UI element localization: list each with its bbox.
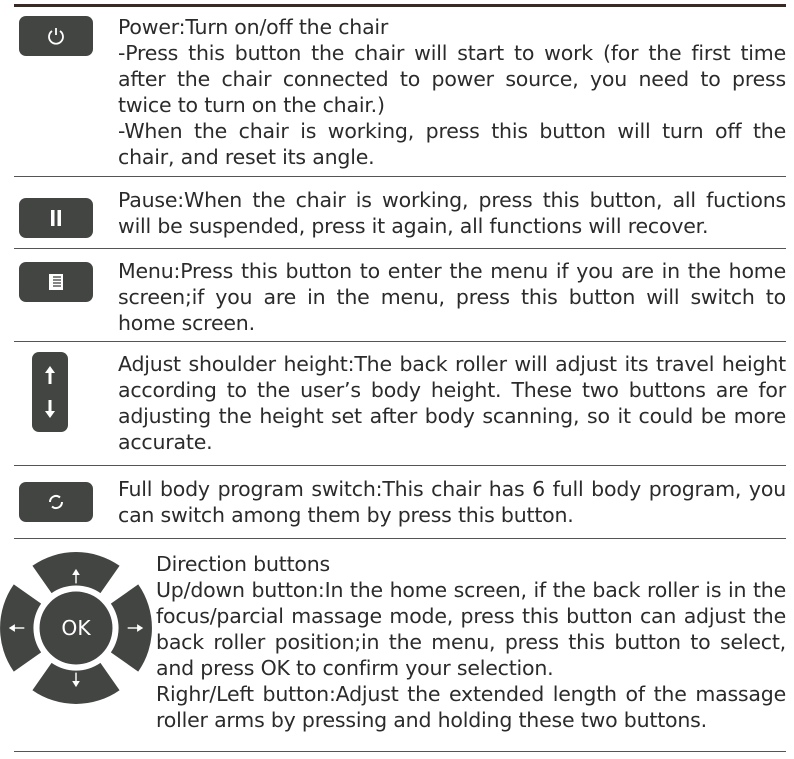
pause-button[interactable] bbox=[19, 198, 93, 238]
menu-button[interactable] bbox=[19, 262, 93, 302]
row-text: Full body program switch:This chair has 6 full body program, you can switch among them by press this button. bbox=[118, 477, 786, 527]
row-pause bbox=[14, 177, 786, 249]
power-icon bbox=[46, 26, 66, 46]
program-switch-button[interactable] bbox=[19, 482, 93, 522]
power-button[interactable] bbox=[19, 16, 93, 56]
row-full-body-program bbox=[14, 466, 786, 539]
row-text: -When the chair is working, press this button will turn off the chair, and reset its angle. bbox=[118, 119, 786, 169]
row-text: Up/down button:In the home screen, if the back roller is in the focus/parcial massage mode, press this button can adjust the back roller position;in the menu, press this button to select, and press OK to confirm your selection. bbox=[156, 578, 786, 680]
row-text: Pause:When the chair is working, press this button, all fuctions will be suspended, press it again, all functions will recover. bbox=[118, 188, 786, 238]
arrow-up-icon[interactable] bbox=[44, 365, 56, 385]
row-text: Menu:Press this button to enter the menu if you are in the home screen;if you are in the menu, press this button will switch to home screen. bbox=[118, 259, 786, 335]
direction-pad-icon bbox=[0, 552, 152, 704]
row-title: Direction buttons bbox=[156, 552, 331, 576]
row-text: -Press this button the chair will start to work (for the first time after the chair connected to power source, you need to press twice to turn on the chair.) bbox=[118, 41, 786, 117]
row-title: Power:Turn on/off the chair bbox=[118, 15, 389, 39]
row-text: Adjust shoulder height:The back roller will adjust its travel height according to the user’s body height. These two buttons are for adjusting the height set after body scanning, so it could be more accurate. bbox=[118, 352, 786, 454]
ok-label: OK bbox=[61, 616, 91, 641]
top-rule bbox=[14, 4, 786, 7]
pause-icon bbox=[49, 209, 63, 227]
arrow-down-icon[interactable] bbox=[44, 399, 56, 419]
row-text: Righr/Left button:Adjust the extended length of the massage roller arms by pressing and holding these two buttons. bbox=[156, 682, 786, 732]
shoulder-height-buttons[interactable] bbox=[32, 352, 68, 432]
row-shoulder-height bbox=[14, 342, 786, 466]
cycle-icon bbox=[47, 493, 65, 511]
row-power bbox=[14, 8, 786, 177]
menu-icon bbox=[48, 273, 64, 291]
row-direction-buttons bbox=[14, 539, 786, 752]
row-menu bbox=[14, 249, 786, 342]
